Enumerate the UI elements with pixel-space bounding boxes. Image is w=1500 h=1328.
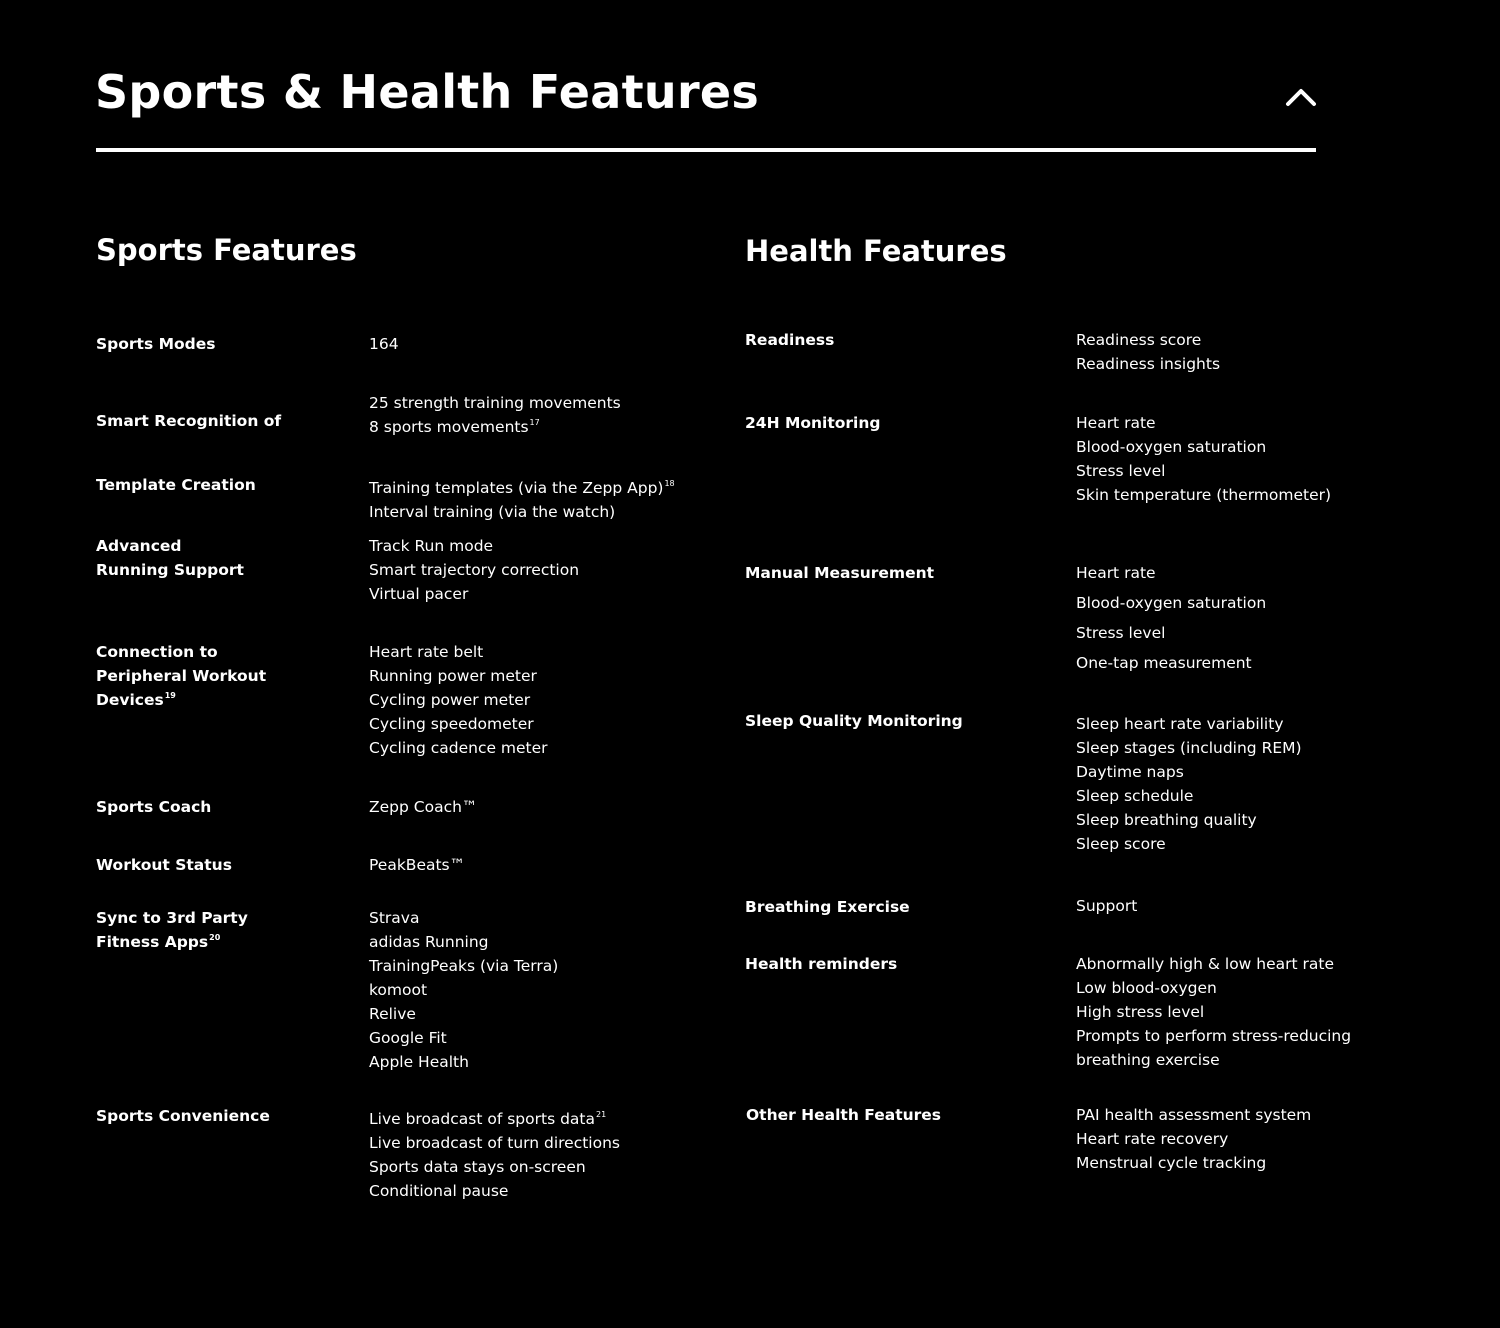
list-item: Sleep score [1076,835,1166,853]
peripheral-devices-label: Connection to Peripheral Workout Devices$^{19}$ [96,643,267,709]
workout-status-label: Workout Status [96,856,232,874]
list-item: komoot [369,981,428,999]
advanced-running-label: Advanced Running Support [96,537,244,579]
footnote-ref: 18 [664,479,675,488]
list-item: Heart rate belt [369,643,484,661]
list-item: PAI health assessment system [1076,1106,1312,1124]
other-health-features-values [1076,1103,1311,1175]
list-item: Running power meter [369,667,537,685]
header-divider [96,148,1316,152]
smart-recognition-label: Smart Recognition of [96,412,282,430]
page-title: Sports & Health Features [95,65,760,119]
list-item: Stress level [1076,462,1166,480]
smart-recognition-values [369,391,621,439]
sports-modes-label: Sports Modes [96,335,216,353]
sports-coach-label: Sports Coach [96,798,212,816]
sync-apps-values [369,906,558,1074]
list-item: Sleep heart rate variability [1076,715,1284,733]
list-item: Blood-oxygen saturation [1076,438,1267,456]
list-item: Support [1076,897,1138,915]
list-item: Sleep schedule [1076,787,1194,805]
footnote-ref: 20 [209,933,221,942]
list-item: Heart rate [1076,414,1156,432]
list-item: Daytime naps [1076,763,1184,781]
template-creation-label: Template Creation [96,476,256,494]
manual-measurement-values [1076,558,1266,678]
workout-status-values [369,853,465,877]
list-item: Relive [369,1005,416,1023]
list-item: PeakBeats™ [369,856,466,874]
list-item: Blood-oxygen saturation [1076,594,1267,612]
footnote-ref: 21 [596,1110,607,1119]
list-item: Live broadcast of turn directions [369,1134,620,1152]
sleep-monitoring-values [1076,712,1302,856]
list-item: Cycling speedometer [369,715,534,733]
list-item: 8 sports movements$^{17}$ [369,418,540,436]
list-item: Conditional pause [369,1182,509,1200]
sports-modes-values [369,332,399,356]
sports-coach-values [369,795,477,819]
monitoring-24h-values [1076,411,1331,507]
list-item: Skin temperature (thermometer) [1076,486,1332,504]
health-section-title: Health Features [745,234,1007,268]
peripheral-devices-values [369,640,548,760]
advanced-running-values [369,534,579,606]
list-item: Virtual pacer [369,585,469,603]
sports-convenience-values [369,1107,620,1203]
sports-section-title: Sports Features [96,233,357,267]
list-item: Training templates (via the Zepp App)$^{18}$ [369,479,675,497]
list-item: Readiness insights [1076,355,1221,373]
list-item: Cycling cadence meter [369,739,548,757]
list-item: One-tap measurement [1076,654,1252,672]
list-item: Low blood-oxygen [1076,979,1217,997]
list-item: Live broadcast of sports data$^{21}$ [369,1110,607,1128]
list-item: Smart trajectory correction [369,561,580,579]
list-item: Menstrual cycle tracking [1076,1154,1267,1172]
list-item: Track Run mode [369,537,494,555]
list-item: 25 strength training movements [369,394,621,412]
list-item: Zepp Coach™ [369,798,478,816]
list-item: Heart rate recovery [1076,1130,1229,1148]
manual-measurement-label: Manual Measurement [745,564,935,582]
sync-apps-label: Sync to 3rd Party Fitness Apps$^{20}$ [96,909,248,951]
other-health-features-label: Other Health Features [746,1106,942,1124]
list-item: Sleep stages (including REM) [1076,739,1302,757]
list-item: Abnormally high & low heart rate [1076,955,1335,973]
template-creation-values [369,476,675,524]
list-item: Readiness score [1076,331,1202,349]
list-item: Prompts to perform stress-reducing breathing exercise [1076,1027,1352,1069]
list-item: Cycling power meter [369,691,531,709]
collapse-section-button[interactable] [1280,76,1322,118]
readiness-values [1076,328,1220,376]
list-item: Stress level [1076,624,1166,642]
list-item: Sports data stays on-screen [369,1158,586,1176]
list-item: Sleep breathing quality [1076,811,1257,829]
breathing-exercise-label: Breathing Exercise [745,898,910,916]
readiness-label: Readiness [745,331,835,349]
list-item: Interval training (via the watch) [369,503,616,521]
health-reminders-label: Health reminders [745,955,898,973]
breathing-exercise-values [1076,894,1137,918]
sleep-monitoring-label: Sleep Quality Monitoring [745,712,963,730]
chevron-up-icon [1280,76,1322,118]
list-item: High stress level [1076,1003,1205,1021]
footnote-ref: 17 [529,418,540,427]
health-reminders-values [1076,952,1386,1072]
sports-convenience-label: Sports Convenience [96,1107,270,1125]
list-item: TrainingPeaks (via Terra) [369,957,559,975]
footnote-ref: 19 [164,691,176,700]
list-item: Strava [369,909,420,927]
list-item: adidas Running [369,933,489,951]
monitoring-24h-label: 24H Monitoring [745,414,881,432]
list-item: 164 [369,335,399,353]
list-item: Apple Health [369,1053,469,1071]
list-item: Heart rate [1076,564,1156,582]
list-item: Google Fit [369,1029,447,1047]
